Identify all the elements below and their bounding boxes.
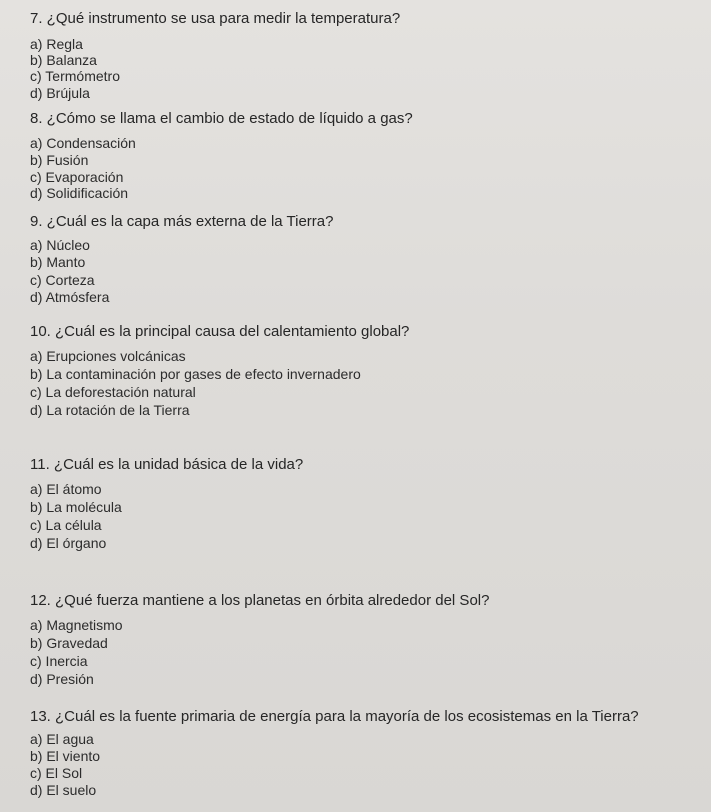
option-a: a) Condensación [30,135,136,151]
option-c: c) Corteza [30,272,95,288]
option-c: c) Inercia [30,653,88,669]
option-c: c) La célula [30,517,102,533]
option-b: b) La contaminación por gases de efecto invernadero [30,366,361,382]
question-text: 9. ¿Cuál es la capa más externa de la Tierra? [30,213,334,230]
option-b: b) La molécula [30,499,122,515]
option-c: c) El Sol [30,765,83,781]
question-text: 10. ¿Cuál es la principal causa del calentamiento global? [30,323,410,340]
option-c: c) Termómetro [30,68,120,84]
question-text: 7. ¿Qué instrumento se usa para medir la temperatura? [30,10,401,27]
option-d: d) La rotación de la Tierra [30,402,190,418]
option-c: c) Evaporación [30,169,124,185]
option-b: b) Manto [30,254,86,270]
option-a: a) Núcleo [30,237,90,253]
option-d: d) Brújula [30,85,90,101]
option-a: a) El agua [30,731,94,747]
option-d: d) Atmósfera [30,289,110,305]
option-a: a) Regla [30,36,83,52]
option-b: b) El viento [30,748,101,764]
option-b: b) Fusión [30,152,89,168]
option-d: d) Presión [30,671,94,687]
option-a: a) El átomo [30,481,102,497]
option-d: d) Solidificación [30,185,129,201]
option-d: d) El suelo [30,782,97,798]
question-text: 13. ¿Cuál es la fuente primaria de energía para la mayoría de los ecosistemas en la Tierra? [30,708,639,725]
question-text: 11. ¿Cuál es la unidad básica de la vida? [30,456,304,473]
question-text: 8. ¿Cómo se llama el cambio de estado de líquido a gas? [30,110,413,127]
option-c: c) La deforestación natural [30,384,196,400]
option-a: a) Erupciones volcánicas [30,348,186,364]
question-text: 12. ¿Qué fuerza mantiene a los planetas en órbita alrededor del Sol? [30,592,490,609]
option-a: a) Magnetismo [30,617,123,633]
option-b: b) Balanza [30,52,97,68]
option-b: b) Gravedad [30,635,108,651]
option-d: d) El órgano [30,535,107,551]
